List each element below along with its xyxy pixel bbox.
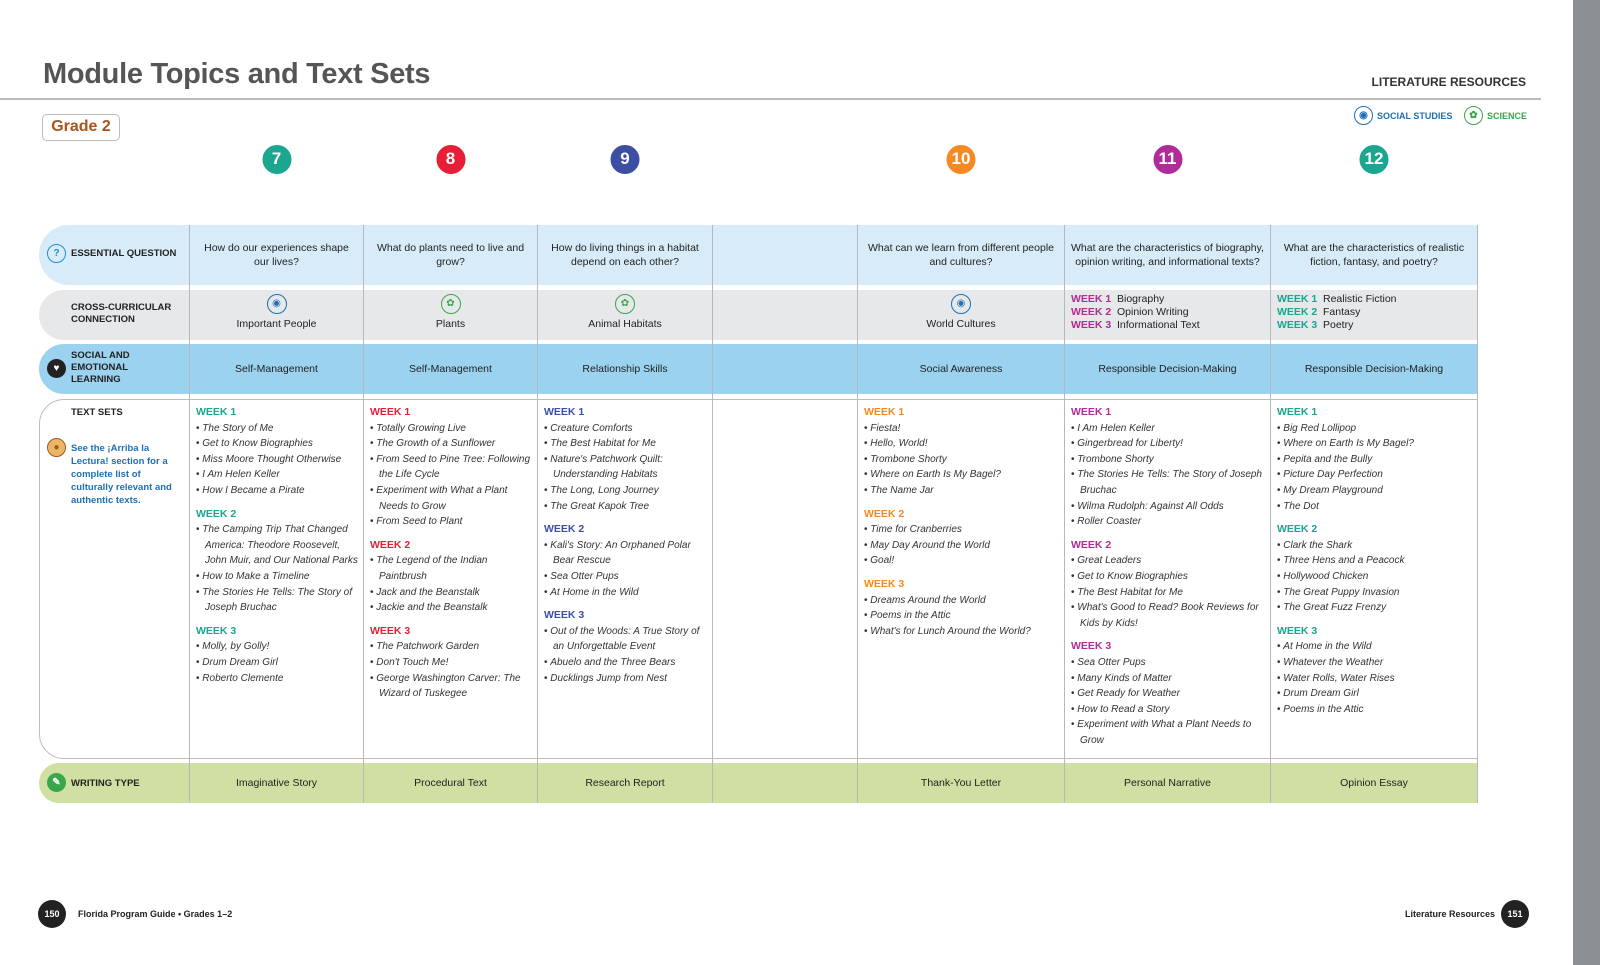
writing-type-cell: Opinion Essay <box>1340 777 1408 789</box>
week-heading: WEEK 1 <box>1071 406 1112 418</box>
text-title: • Drum Dream Girl <box>196 655 359 671</box>
text-title: • I Am Helen Keller <box>196 467 359 483</box>
module-title: Genre Study: Literary Texts <box>1302 190 1446 202</box>
text-title: • Fiesta! <box>864 421 1060 437</box>
text-title: • Don't Touch Me! <box>370 655 533 671</box>
text-title: • From Seed to Pine Tree: Following the Life Cycle <box>370 452 533 483</box>
text-title: • I Am Helen Keller <box>1071 421 1266 437</box>
text-title: • Clark the Shark <box>1277 538 1473 554</box>
sel-label: SOCIAL AND EMOTIONAL LEARNING <box>71 350 130 385</box>
globe-icon: ◉ <box>951 294 971 314</box>
module-number-badge: 10 <box>945 143 978 176</box>
page-number-left: 150 <box>38 900 66 928</box>
writing-type-cell: Imaginative Story <box>235 777 318 789</box>
module-title: Genre Study: Nonfiction <box>1104 190 1231 202</box>
legend-label: SCIENCE <box>1487 110 1528 121</box>
week-genre: Fantasy <box>1323 306 1361 318</box>
text-title: • Experiment with What a Plant Needs to Grow <box>1071 717 1266 748</box>
cc-week-row <box>1277 319 1397 332</box>
text-title: • The Legend of the Indian Paintbrush <box>370 553 533 584</box>
cross-curricular-weeks <box>1071 293 1200 332</box>
cross-curricular-cell <box>538 290 712 340</box>
legend-label: SOCIAL STUDIES <box>1377 110 1453 121</box>
text-title: • Jackie and the Beanstalk <box>370 600 533 616</box>
cross-curricular-cell <box>364 290 537 340</box>
text-title: • The Dot <box>1277 499 1473 515</box>
text-sets-column <box>370 405 533 702</box>
text-title: • Poems in the Attic <box>864 608 1060 624</box>
module-header-12 <box>1271 149 1477 221</box>
essential-question-cell: How do living things in a habitat depend on each other? <box>551 242 699 268</box>
text-sets-note: See the ¡Arriba la Lectura! section for a complete list of culturally relevant and authentic texts. <box>71 443 172 506</box>
essential-question-cell: How do our experiences shape our lives? <box>204 242 349 268</box>
sel-cell: Self-Management <box>409 363 492 375</box>
text-title: • Totally Growing Live <box>370 421 533 437</box>
writing-type-cell: Procedural Text <box>414 777 487 789</box>
module-title: Home Sweet Habitat <box>572 190 678 202</box>
module-number-badge: 8 <box>434 143 467 176</box>
footer-right-text: Literature Resources <box>1405 909 1496 919</box>
text-title: • The Stories He Tells: The Story of Joseph Bruchac <box>196 585 359 616</box>
page-title: Module Topics and Text Sets <box>43 58 431 90</box>
text-title: • Experiment with What a Plant Needs to Grow <box>370 483 533 514</box>
week-label: WEEK 3 <box>1277 319 1318 331</box>
week-heading: WEEK 1 <box>1277 406 1318 418</box>
text-title: • Where on Earth Is My Bagel? <box>864 467 1060 483</box>
text-title: • George Washington Carver: The Wizard of Tuskegee <box>370 671 533 702</box>
week-label: WEEK 2 <box>1071 306 1112 318</box>
text-title: • Hollywood Chicken <box>1277 569 1473 585</box>
text-title: • Roller Coaster <box>1071 514 1266 530</box>
text-title: • Big Red Lollipop <box>1277 421 1473 437</box>
module-header-8 <box>364 149 537 221</box>
text-title: • The Story of Me <box>196 421 359 437</box>
cross-curricular-topic: Important People <box>236 318 317 330</box>
cross-curricular-weeks <box>1277 293 1397 332</box>
module-number-badge: 7 <box>260 143 293 176</box>
text-title: • Creature Comforts <box>544 421 708 437</box>
week-heading: WEEK 2 <box>1277 523 1318 536</box>
module-header-10 <box>858 149 1064 221</box>
week-heading: WEEK 2 <box>864 507 905 520</box>
week-genre: Realistic Fiction <box>1323 293 1397 305</box>
text-title: • My Dream Playground <box>1277 483 1473 499</box>
week-heading: WEEK 1 <box>864 406 905 418</box>
text-title: • Time for Cranberries <box>864 522 1060 538</box>
text-title: • At Home in the Wild <box>544 585 708 601</box>
text-title: • Sea Otter Pups <box>544 569 708 585</box>
essential-question-cell: What can we learn from different people and cultures? <box>868 242 1054 268</box>
sel-cell: Relationship Skills <box>582 363 668 375</box>
text-title: • May Day Around the World <box>864 538 1060 554</box>
page-edge-bar <box>1573 0 1600 965</box>
essential-question-cell: What do plants need to live and grow? <box>376 242 525 268</box>
globe-icon: ◉ <box>267 294 287 314</box>
week-heading: WEEK 2 <box>544 523 585 536</box>
text-title: • How I Became a Pirate <box>196 483 359 499</box>
week-heading: WEEK 3 <box>196 624 237 637</box>
text-title: • Gingerbread for Liberty! <box>1071 436 1266 452</box>
week-heading: WEEK 2 <box>196 507 237 520</box>
question-icon: ? <box>47 244 66 263</box>
week-label: WEEK 1 <box>1277 293 1318 305</box>
week-genre: Informational Text <box>1117 319 1200 331</box>
sel-cell: Self-Management <box>235 363 318 375</box>
sprout-icon: ✿ <box>441 294 461 314</box>
text-sets-column <box>196 405 359 686</box>
text-title: • Water Rolls, Water Rises <box>1277 671 1473 687</box>
text-title: • Ducklings Jump from Nest <box>544 671 708 687</box>
section-label: LITERATURE RESOURCES <box>1371 75 1526 89</box>
week-heading: WEEK 3 <box>1071 640 1112 653</box>
text-title: • The Great Kapok Tree <box>544 499 708 515</box>
text-title: • Out of the Woods: A True Story of an Unforgettable Event <box>544 624 708 655</box>
essential-question-cell: What are the characteristics of realistic fiction, fantasy, and poetry? <box>1283 242 1465 268</box>
text-title: • Abuelo and the Three Bears <box>544 655 708 671</box>
legend-social-studies <box>1354 106 1452 125</box>
cc-week-row <box>1277 306 1397 319</box>
heart-icon: ♥ <box>47 359 66 378</box>
module-title: Everyone Has a Story <box>219 190 334 202</box>
text-title: • Get Ready for Weather <box>1071 686 1266 702</box>
cross-curricular-cell <box>858 290 1064 340</box>
text-title: • The Best Habitat for Me <box>544 436 708 452</box>
column-divider <box>1064 225 1065 803</box>
text-title: • The Long, Long Journey <box>544 483 708 499</box>
text-title: • What's Good to Read? Book Reviews for Kids by Kids! <box>1071 600 1266 631</box>
sprout-icon: ✿ <box>615 294 635 314</box>
book-icon: ● <box>47 438 66 457</box>
text-title: • Get to Know Biographies <box>196 436 359 452</box>
text-title: • Sea Otter Pups <box>1071 655 1266 671</box>
text-title: • Dreams Around the World <box>864 593 1060 609</box>
text-title: • Great Leaders <box>1071 553 1266 569</box>
week-heading: WEEK 3 <box>1277 624 1318 637</box>
page-number-right: 151 <box>1501 900 1529 928</box>
text-sets-column <box>1277 405 1473 717</box>
text-title: • What's for Lunch Around the World? <box>864 624 1060 640</box>
cc-week-row <box>1071 293 1200 306</box>
module-number-badge: 9 <box>609 143 642 176</box>
globe-icon: ◉ <box>1354 106 1373 125</box>
text-title: • At Home in the Wild <box>1277 639 1473 655</box>
sprout-icon: ✿ <box>1464 106 1483 125</box>
writing-type-label: WRITING TYPE <box>71 778 140 789</box>
module-header-9 <box>538 149 712 221</box>
text-sets-column <box>1071 405 1266 748</box>
essential-question-cell: What are the characteristics of biography, opinion writing, and informational texts? <box>1071 242 1264 268</box>
cross-curricular-label: CROSS-CURRICULAR CONNECTION <box>71 302 172 325</box>
text-title: • Hello, World! <box>864 436 1060 452</box>
week-heading: WEEK 1 <box>196 406 237 418</box>
cross-curricular-topic: Animal Habitats <box>588 318 662 330</box>
text-title: • The Patchwork Garden <box>370 639 533 655</box>
module-number-badge: 12 <box>1358 143 1391 176</box>
text-title: • From Seed to Plant <box>370 514 533 530</box>
text-title: • The Stories He Tells: The Story of Joseph Bruchac <box>1071 467 1266 498</box>
text-title: • Whatever the Weather <box>1277 655 1473 671</box>
text-sets-label: TEXT SETS <box>71 407 123 418</box>
legend-science <box>1464 106 1527 125</box>
week-heading: WEEK 2 <box>370 538 411 551</box>
sel-cell: Responsible Decision-Making <box>1304 363 1444 375</box>
text-title: • Nature's Patchwork Quilt: Understanding Habitats <box>544 452 708 483</box>
text-title: • Roberto Clemente <box>196 671 359 687</box>
module-header-7 <box>190 149 363 221</box>
writing-type-cell: Thank-You Letter <box>920 777 1002 789</box>
text-title: • The Camping Trip That Changed America: Theodore Roosevelt, John Muir, and Our National Parks <box>196 522 359 569</box>
week-heading: WEEK 3 <box>370 624 411 637</box>
footer-left-text: Florida Program Guide • Grades 1–2 <box>78 909 233 919</box>
week-heading: WEEK 3 <box>544 609 585 622</box>
text-title: • The Best Habitat for Me <box>1071 585 1266 601</box>
cross-curricular-topic: World Cultures <box>926 318 996 330</box>
text-title: • The Growth of a Sunflower <box>370 436 533 452</box>
column-divider <box>712 225 713 803</box>
cross-curricular-topic: Plants <box>435 318 466 330</box>
text-title: • How to Make a Timeline <box>196 569 359 585</box>
module-header-11 <box>1065 149 1270 221</box>
text-sets-column <box>544 405 708 686</box>
module-title: Time to Grow! <box>413 190 488 202</box>
week-label: WEEK 2 <box>1277 306 1318 318</box>
writing-type-cell: Personal Narrative <box>1124 777 1211 789</box>
sel-cell: Social Awareness <box>919 363 1003 375</box>
writing-type-cell: Research Report <box>585 777 665 789</box>
week-label: WEEK 3 <box>1071 319 1112 331</box>
text-title: • Drum Dream Girl <box>1277 686 1473 702</box>
sel-cell: Responsible Decision-Making <box>1098 363 1237 375</box>
column-divider <box>1477 225 1478 803</box>
module-number-badge: 11 <box>1151 143 1184 176</box>
week-genre: Biography <box>1117 293 1165 305</box>
week-label: WEEK 1 <box>1071 293 1112 305</box>
week-heading: WEEK 1 <box>544 406 585 418</box>
text-title: • The Great Fuzz Frenzy <box>1277 600 1473 616</box>
cc-week-row <box>1277 293 1397 306</box>
text-title: • Jack and the Beanstalk <box>370 585 533 601</box>
text-title: • Poems in the Attic <box>1277 702 1473 718</box>
text-title: • Trombone Shorty <box>1071 452 1266 468</box>
text-sets-column <box>864 405 1060 639</box>
week-genre: Poetry <box>1323 319 1354 331</box>
text-title: • Three Hens and a Peacock <box>1277 553 1473 569</box>
text-title: • Molly, by Golly! <box>196 639 359 655</box>
text-title: • Where on Earth Is My Bagel? <box>1277 436 1473 452</box>
cc-week-row <box>1071 319 1200 332</box>
text-title: • Wilma Rudolph: Against All Odds <box>1071 499 1266 515</box>
week-heading: WEEK 3 <box>864 577 905 590</box>
cc-week-row <box>1071 306 1200 319</box>
grade-badge: Grade 2 <box>42 114 120 141</box>
text-title: • How to Read a Story <box>1071 702 1266 718</box>
text-title: • The Great Puppy Invasion <box>1277 585 1473 601</box>
text-title: • The Name Jar <box>864 483 1060 499</box>
week-heading: WEEK 1 <box>370 406 411 418</box>
text-title: • Get to Know Biographies <box>1071 569 1266 585</box>
text-title: • Many Kinds of Matter <box>1071 671 1266 687</box>
essential-question-label: ESSENTIAL QUESTION <box>71 248 177 259</box>
text-title: • Trombone Shorty <box>864 452 1060 468</box>
text-title: • Picture Day Perfection <box>1277 467 1473 483</box>
text-title: • Kali's Story: An Orphaned Polar Bear Rescue <box>544 538 708 569</box>
text-title: • Miss Moore Thought Otherwise <box>196 452 359 468</box>
text-title: • Goal! <box>864 553 1060 569</box>
week-genre: Opinion Writing <box>1117 306 1189 318</box>
text-title: • Pepita and the Bully <box>1277 452 1473 468</box>
pencil-icon: ✎ <box>47 773 66 792</box>
header-divider <box>0 98 1541 100</box>
week-heading: WEEK 2 <box>1071 538 1112 551</box>
cross-curricular-cell <box>190 290 363 340</box>
module-title: Many Cultures, One World <box>892 190 1030 202</box>
column-divider <box>1270 225 1271 803</box>
